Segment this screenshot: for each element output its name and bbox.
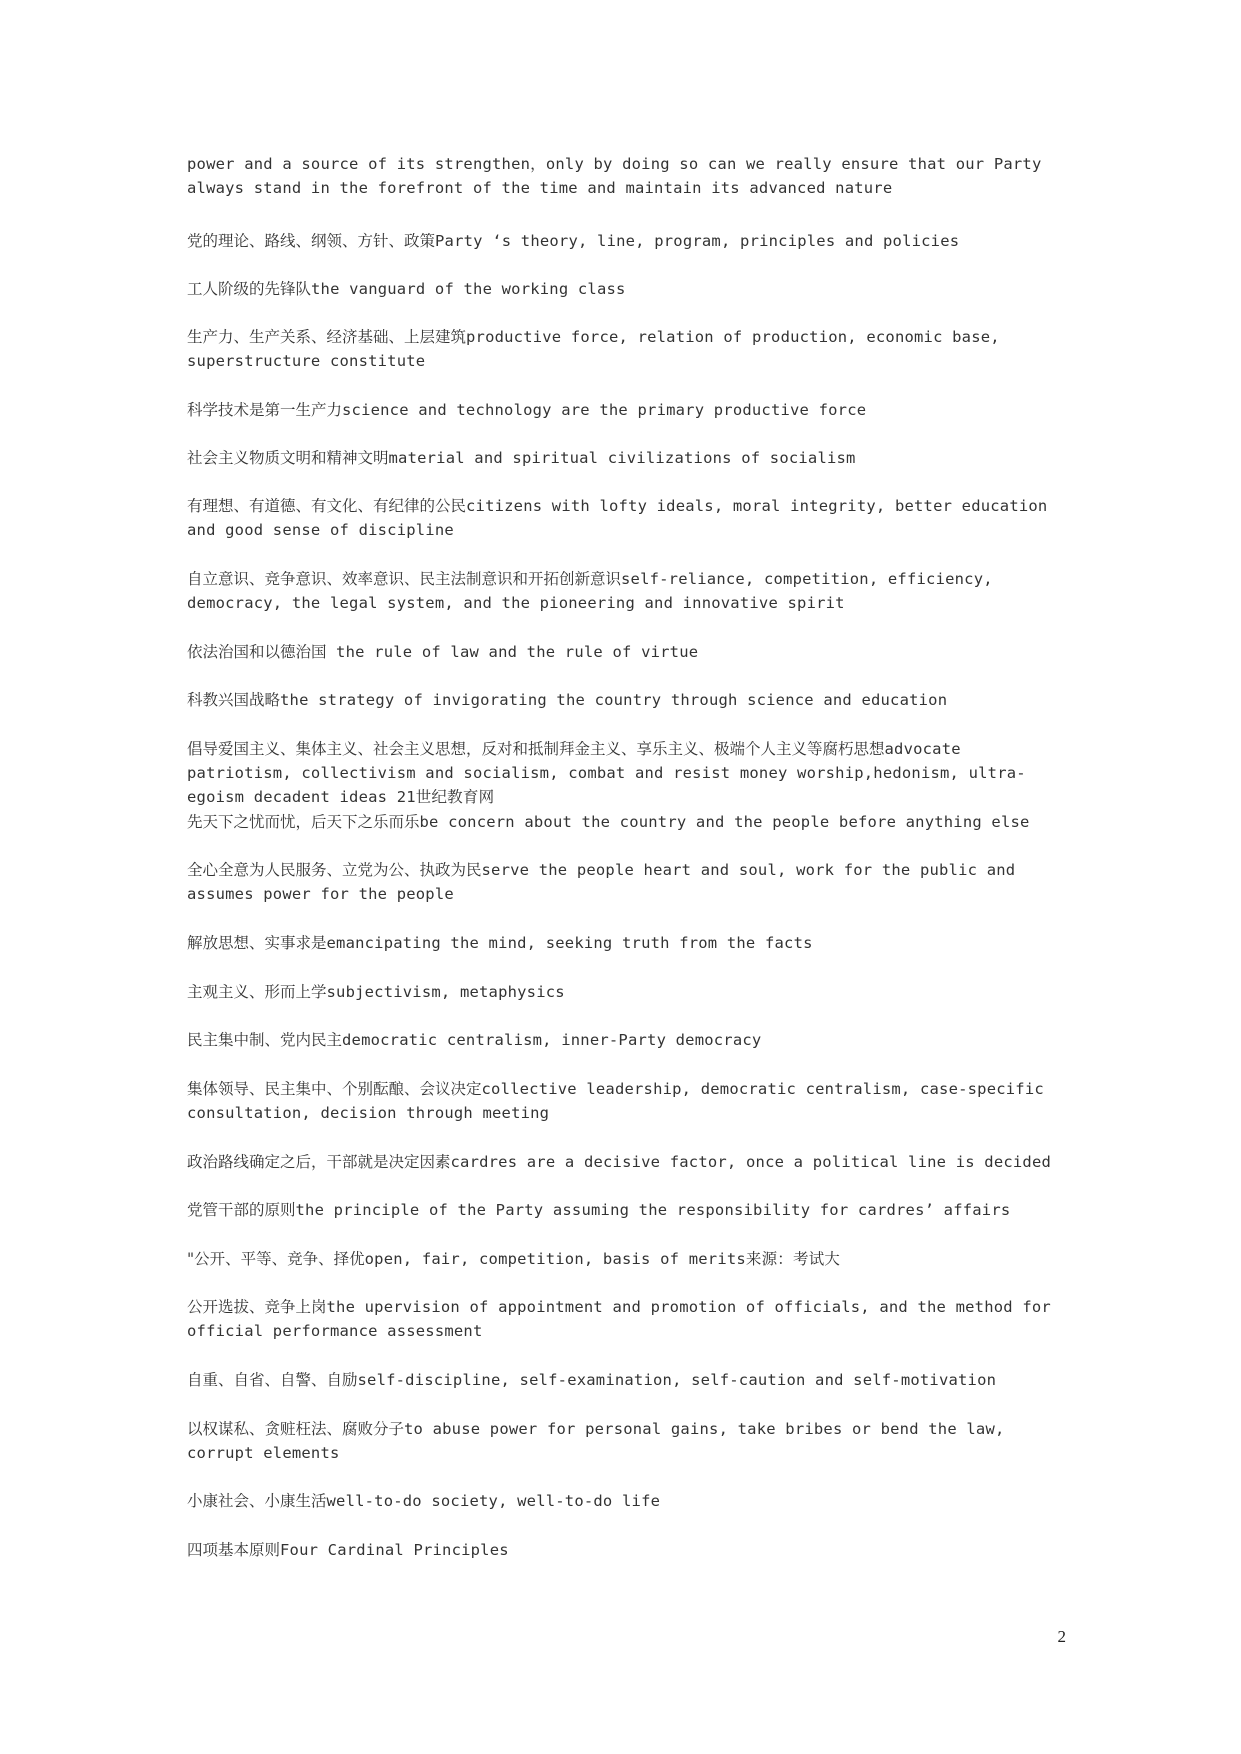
entry-zh: 民主集中制、党内民主 bbox=[187, 1031, 343, 1049]
entry-zh: 生产力、生产关系、经济基础、上层建筑 bbox=[187, 328, 467, 346]
entry-en: well-to-do society, well-to-do life bbox=[326, 1492, 661, 1510]
entry-zh: 四项基本原则 bbox=[187, 1541, 281, 1559]
entry-en: advocate patriotism, collectivism and socialism, combat and resist money worship,hedonism, ultra-egoism decadent ideas 21世纪教育网 bbox=[187, 740, 1026, 806]
entry-en: science and technology are the primary productive force bbox=[342, 401, 867, 419]
entry-zh: 先天下之忧而忧，后天下之乐而乐 bbox=[187, 813, 420, 831]
entry-12 bbox=[187, 858, 1053, 906]
entry-en: the strategy of invigorating the country through science and education bbox=[280, 691, 948, 709]
entry-en: collective leadership, democratic centralism, case-specific consultation, decision through meeting bbox=[187, 1080, 1044, 1122]
entry-zh: 工人阶级的先锋队 bbox=[187, 280, 312, 298]
entry-en: the upervision of appointment and promotion of officials, and the method for official performance assessment bbox=[187, 1298, 1051, 1340]
entry-en: material and spiritual civilizations of socialism bbox=[388, 449, 856, 467]
entry-5 bbox=[187, 446, 1053, 470]
entry-zh: 自立意识、竞争意识、效率意识、民主法制意识和开拓创新意识 bbox=[187, 570, 622, 588]
entry-en: emancipating the mind, seeking truth from the facts bbox=[326, 934, 813, 952]
entry-en: power and a source of its strengthen，only by doing so can we really ensure that our Party always stand in the forefront of the time and maintain its advanced nature bbox=[187, 155, 1042, 197]
entry-en: Party ‘s theory, line, program, principles and policies bbox=[435, 232, 960, 250]
entry-2 bbox=[187, 277, 1053, 301]
entry-zh: 以权谋私、贪赃枉法、腐败分子 bbox=[187, 1420, 405, 1438]
entry-en: Four Cardinal Principles bbox=[280, 1541, 509, 1559]
entry-en: the rule of law and the rule of virtue bbox=[326, 643, 699, 661]
entry-zh: 政治路线确定之后，干部就是决定因素 bbox=[187, 1153, 451, 1171]
entry-zh: 依法治国和以德治国 bbox=[187, 643, 327, 661]
entry-en: the vanguard of the working class bbox=[311, 280, 626, 298]
entry-21 bbox=[187, 1368, 1053, 1392]
entry-zh: 公开选拔、竞争上岗 bbox=[187, 1298, 327, 1316]
entry-en: cardres are a decisive factor, once a political line is decided bbox=[450, 1153, 1052, 1171]
entry-0 bbox=[187, 152, 1053, 200]
entry-zh: "公开、平等、竞争、择优 bbox=[187, 1250, 365, 1268]
entry-en: open, fair, competition, basis of merits来源：考试大 bbox=[364, 1250, 841, 1268]
entry-4 bbox=[187, 398, 1053, 422]
entry-zh: 有理想、有道德、有文化、有纪律的公民 bbox=[187, 497, 467, 515]
entry-23 bbox=[187, 1489, 1053, 1513]
entry-10 bbox=[187, 737, 1053, 809]
entry-1 bbox=[187, 229, 1053, 253]
entry-8 bbox=[187, 640, 1053, 664]
entry-zh: 党的理论、路线、纲领、方针、政策 bbox=[187, 232, 436, 250]
entry-17 bbox=[187, 1150, 1053, 1174]
entry-20 bbox=[187, 1295, 1053, 1343]
entry-zh: 科学技术是第一生产力 bbox=[187, 401, 343, 419]
entry-en: serve the people heart and soul, work for the public and assumes power for the people bbox=[187, 861, 1016, 903]
entry-zh: 解放思想、实事求是 bbox=[187, 934, 327, 952]
entry-22 bbox=[187, 1417, 1053, 1465]
entry-11 bbox=[187, 810, 1053, 834]
entry-en: self-reliance, competition, efficiency, democracy, the legal system, and the pioneering and innovative spirit bbox=[187, 570, 993, 612]
entry-zh: 小康社会、小康生活 bbox=[187, 1492, 327, 1510]
entry-18 bbox=[187, 1198, 1053, 1222]
entry-16 bbox=[187, 1077, 1053, 1125]
entry-en: citizens with lofty ideals, moral integrity, better education and good sense of discipline bbox=[187, 497, 1048, 539]
entry-en: democratic centralism, inner-Party democracy bbox=[342, 1031, 762, 1049]
entry-zh: 全心全意为人民服务、立党为公、执政为民 bbox=[187, 861, 482, 879]
entry-14 bbox=[187, 980, 1053, 1004]
entry-19 bbox=[187, 1247, 1053, 1271]
entry-en: subjectivism, metaphysics bbox=[326, 983, 565, 1001]
entry-zh: 科教兴国战略 bbox=[187, 691, 281, 709]
entry-6 bbox=[187, 494, 1053, 542]
entry-24 bbox=[187, 1538, 1053, 1562]
entry-en: to abuse power for personal gains, take bribes or bend the law, corrupt elements bbox=[187, 1420, 1005, 1462]
entry-zh: 党管干部的原则 bbox=[187, 1201, 296, 1219]
entry-7 bbox=[187, 567, 1053, 615]
entry-13 bbox=[187, 931, 1053, 955]
entry-zh: 自重、自省、自警、自励 bbox=[187, 1371, 358, 1389]
entry-en: the principle of the Party assuming the responsibility for cardres’ affairs bbox=[295, 1201, 1011, 1219]
entry-en: be concern about the country and the people before anything else bbox=[419, 813, 1030, 831]
entry-15 bbox=[187, 1028, 1053, 1052]
page-number: 2 bbox=[1057, 1627, 1066, 1646]
entry-9 bbox=[187, 688, 1053, 712]
entry-zh: 倡导爱国主义、集体主义、社会主义思想，反对和抵制拜金主义、享乐主义、极端个人主义等腐朽思想 bbox=[187, 740, 885, 758]
entry-zh: 集体领导、民主集中、个别酝酿、会议决定 bbox=[187, 1080, 482, 1098]
entry-zh: 主观主义、形而上学 bbox=[187, 983, 327, 1001]
entry-en: productive force, relation of production, economic base, superstructure constitute bbox=[187, 328, 1000, 370]
entry-3 bbox=[187, 325, 1053, 373]
entry-en: self-discipline, self-examination, self-caution and self-motivation bbox=[357, 1371, 997, 1389]
entry-zh: 社会主义物质文明和精神文明 bbox=[187, 449, 389, 467]
